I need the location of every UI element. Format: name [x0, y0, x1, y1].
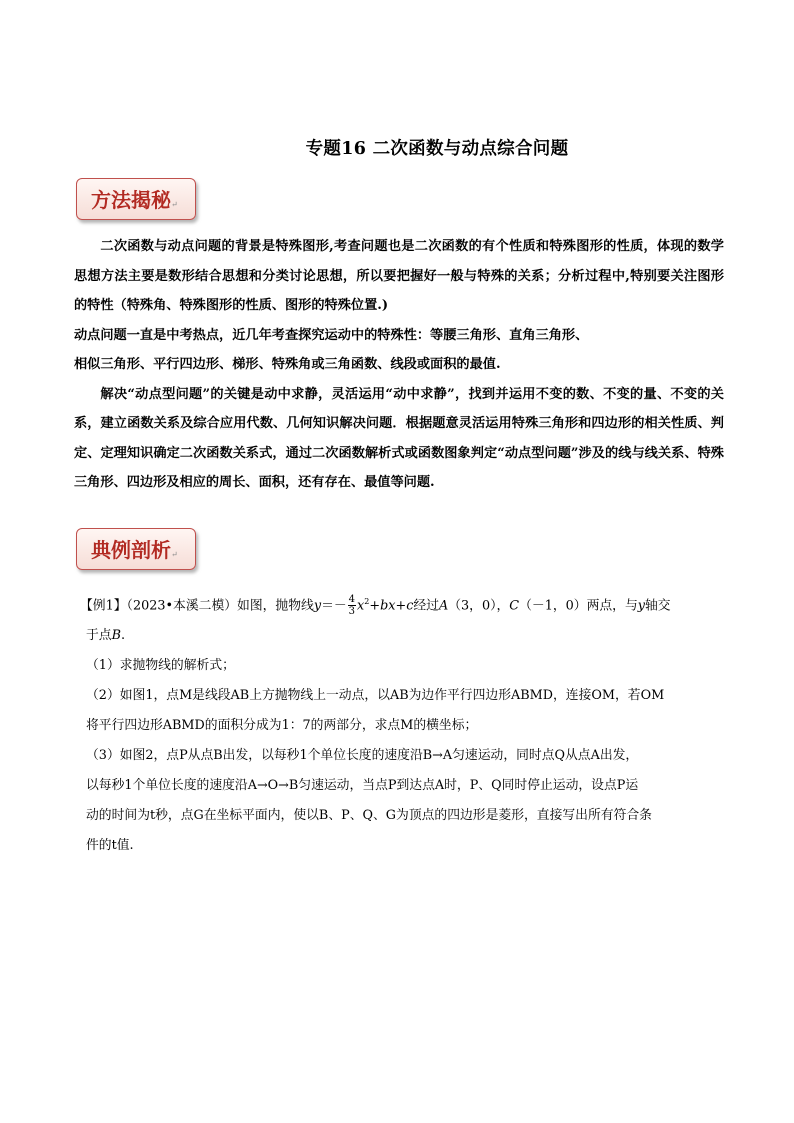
page-title: 专题16 二次函数与动点综合问题	[305, 139, 569, 159]
point-c: C	[509, 598, 520, 614]
method-paragraph-4: 解决“动点型问题”的关键是动中求静，灵活运用“动中求静”，找到并运用不变的数、不变的量、不变的关系，建立函数关系及综合应用代数、几何知识解决问题．根据题意灵活运用特殊三角形和四边形的相关性质、判定、定理知识确定二次函数关系式，通过二次函数解析式或函数图象判定“动点型问题”涉及的线与线关系、特殊三角形、四边形及相应的周长、面积，还有存在、最值等问题.	[74, 386, 724, 490]
question-3-line-4: 件的t值.	[86, 838, 134, 854]
axis-tail: 轴交	[645, 598, 671, 614]
method-paragraph-1: 二次函数与动点问题的背景是特殊图形,考查问题也是二次函数的有个性质和特殊图形的性质，体现的数学思想方法主要是数形结合思想和分类讨论思想，所以要把握好一般与特殊的关系；分析过程中,特别要关注图形的特性（特殊角、特殊图形的性质、图形的特殊位置.)	[74, 239, 724, 313]
example-line-1	[80, 587, 726, 621]
method-text	[74, 232, 724, 498]
eq-after: 经过	[413, 598, 439, 614]
example-line-2	[86, 621, 726, 651]
method-paragraph-2: 动点问题一直是中考热点，近几年考查探究运动中的特殊性：等腰三角形、直角三角形、	[74, 327, 589, 343]
eq-fraction	[348, 594, 356, 617]
question-2-line-1: （2）如图1，点M是线段AB上方抛物线上一动点，以AB为边作平行四边形ABMD，连接OM，若OM	[86, 688, 665, 704]
eq-exponent: 2	[364, 597, 370, 606]
eq-x: x	[357, 598, 365, 614]
question-1: （1）求抛物线的解析式；	[86, 658, 235, 674]
line2-end: .	[121, 628, 126, 644]
example-source: （2023•本溪二模）如图，抛物线	[126, 598, 314, 614]
point-b: B	[111, 628, 121, 644]
section-header-label: 方法揭秘	[91, 188, 171, 212]
point-a: A	[438, 598, 449, 614]
eq-rest: +bx+c	[369, 598, 414, 614]
question-3-line-2: 以每秒1个单位长度的速度沿A→O→B匀速运动，当点P到达点A时，P、Q同时停止运动，设点P运	[86, 778, 639, 794]
example-problem	[80, 587, 726, 861]
fraction-denominator: 3	[348, 606, 356, 618]
paragraph-mark-icon: ↵	[171, 550, 178, 559]
section-header-example	[76, 528, 196, 570]
fraction-numerator: 4	[348, 594, 356, 606]
point-c-coord: （－1，0）两点，与	[519, 598, 638, 614]
method-paragraph-3: 相似三角形、平行四边形、梯形、特殊角或三角函数、线段或面积的最值.	[74, 357, 501, 372]
question-2-line-2: 将平行四边形ABMD的面积分成为1：7的两部分，求点M的横坐标；	[86, 718, 478, 734]
question-3-line-3: 动的时间为t秒，点G在坐标平面内，使以B、P、Q、G为顶点的四边形是菱形，直接写出所有符合条	[86, 808, 652, 824]
section-header-label: 典例剖析	[91, 538, 171, 562]
section-header-method	[76, 178, 196, 220]
eq-y: y	[313, 598, 322, 614]
line2-text: 于点	[86, 628, 112, 644]
paragraph-mark-icon: ↵	[171, 200, 178, 209]
question-3-line-1: （3）如图2，点P从点B出发，以每秒1个单位长度的速度沿B→A匀速运动，同时点Q从点A出发，	[86, 748, 639, 764]
eq-equals: ＝－	[321, 598, 347, 614]
point-a-coord: （3，0），	[448, 598, 510, 614]
example-tag: 【例1】	[80, 598, 127, 614]
axis-y: y	[637, 598, 645, 614]
